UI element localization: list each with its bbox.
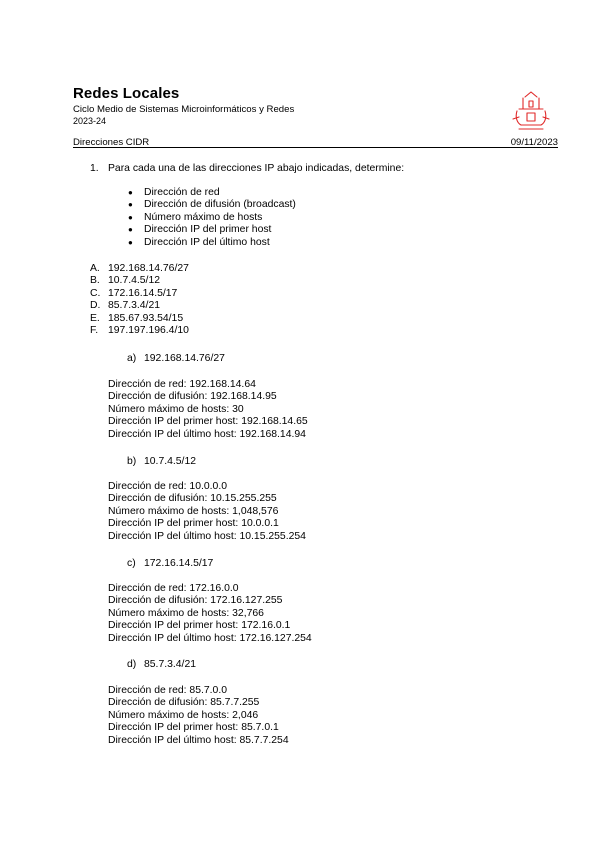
bullet-list — [128, 187, 296, 249]
ip-options-list — [90, 263, 189, 337]
list-item: ● Número máximo de hosts — [128, 211, 263, 223]
question-number: 1. — [90, 163, 99, 174]
bullet-icon: ● — [128, 225, 133, 235]
list-item: D. 85.7.3.4/21 — [90, 300, 160, 312]
answer-heading: a) 192.168.14.76/27 — [127, 353, 225, 364]
answer-line: Número máximo de hosts: 32,766 — [108, 607, 264, 619]
document-date: 09/11/2023 — [510, 137, 558, 148]
answer-line: Dirección de red: 172.16.0.0 — [108, 583, 239, 594]
answer-heading: b) 10.7.4.5/12 — [127, 456, 196, 467]
answer-line: Dirección de red: 85.7.0.0 — [108, 685, 227, 696]
academic-year: 2023-24 — [73, 116, 107, 126]
bullet-icon: ● — [128, 200, 133, 210]
answer-line: Dirección de red: 192.168.14.64 — [108, 379, 256, 390]
answer-line: Dirección IP del primer host: 10.0.0.1 — [108, 518, 279, 530]
list-item: A. 192.168.14.76/27 — [90, 263, 189, 274]
answer-line: Dirección de difusión: 85.7.7.255 — [108, 697, 260, 709]
answer-line: Dirección IP del primer host: 192.168.14.65 — [108, 416, 308, 428]
answer-line: Dirección de difusión: 10.15.255.255 — [108, 493, 277, 505]
answer-line: Dirección de red: 10.0.0.0 — [108, 481, 227, 492]
list-item: ● Dirección de difusión (broadcast) — [128, 199, 296, 211]
list-item: E. 185.67.93.54/15 — [90, 312, 184, 324]
list-item: B. 10.7.4.5/12 — [90, 275, 160, 287]
bullet-icon: ● — [128, 212, 133, 222]
course-subtitle: Ciclo Medio de Sistemas Microinformáticos y Redes — [73, 104, 295, 115]
school-logo-icon — [509, 89, 553, 133]
list-item: ● Dirección de red — [128, 187, 220, 198]
list-item: F. 197.197.196.4/10 — [90, 325, 189, 337]
answer-line: Número máximo de hosts: 1,048,576 — [108, 505, 279, 517]
bullet-icon: ● — [128, 237, 133, 247]
answer-block — [108, 481, 306, 543]
answer-line: Dirección IP del último host: 85.7.7.254 — [108, 734, 289, 746]
question-text: Para cada una de las direcciones IP abajo indicadas, determine: — [108, 163, 405, 174]
answer-line: Dirección IP del primer host: 85.7.0.1 — [108, 722, 279, 734]
answer-line: Dirección de difusión: 172.16.127.255 — [108, 595, 283, 607]
document-label: Direcciones CIDR — [73, 137, 150, 148]
answer-block — [108, 583, 312, 645]
answer-line: Dirección IP del último host: 172.16.127.254 — [108, 632, 312, 644]
page-title: Redes Locales — [73, 85, 180, 102]
answer-line: Dirección IP del último host: 192.168.14.94 — [108, 428, 306, 440]
answer-block — [108, 379, 308, 441]
list-item: ● Dirección IP del primer host — [128, 224, 272, 236]
answer-line: Dirección IP del primer host: 172.16.0.1 — [108, 620, 291, 632]
list-item: ● Dirección IP del último host — [128, 236, 270, 248]
answer-line: Dirección de difusión: 192.168.14.95 — [108, 391, 277, 403]
answer-line: Número máximo de hosts: 30 — [108, 403, 244, 415]
answer-heading: d) 85.7.3.4/21 — [127, 659, 196, 670]
answer-block — [108, 685, 289, 747]
answer-line: Dirección IP del último host: 10.15.255.254 — [108, 530, 306, 542]
list-item: C. 172.16.14.5/17 — [90, 287, 178, 299]
bullet-icon: ● — [128, 188, 133, 197]
header-divider — [73, 147, 558, 148]
answer-heading: c) 172.16.14.5/17 — [127, 558, 214, 569]
answer-line: Número máximo de hosts: 2,046 — [108, 709, 259, 721]
